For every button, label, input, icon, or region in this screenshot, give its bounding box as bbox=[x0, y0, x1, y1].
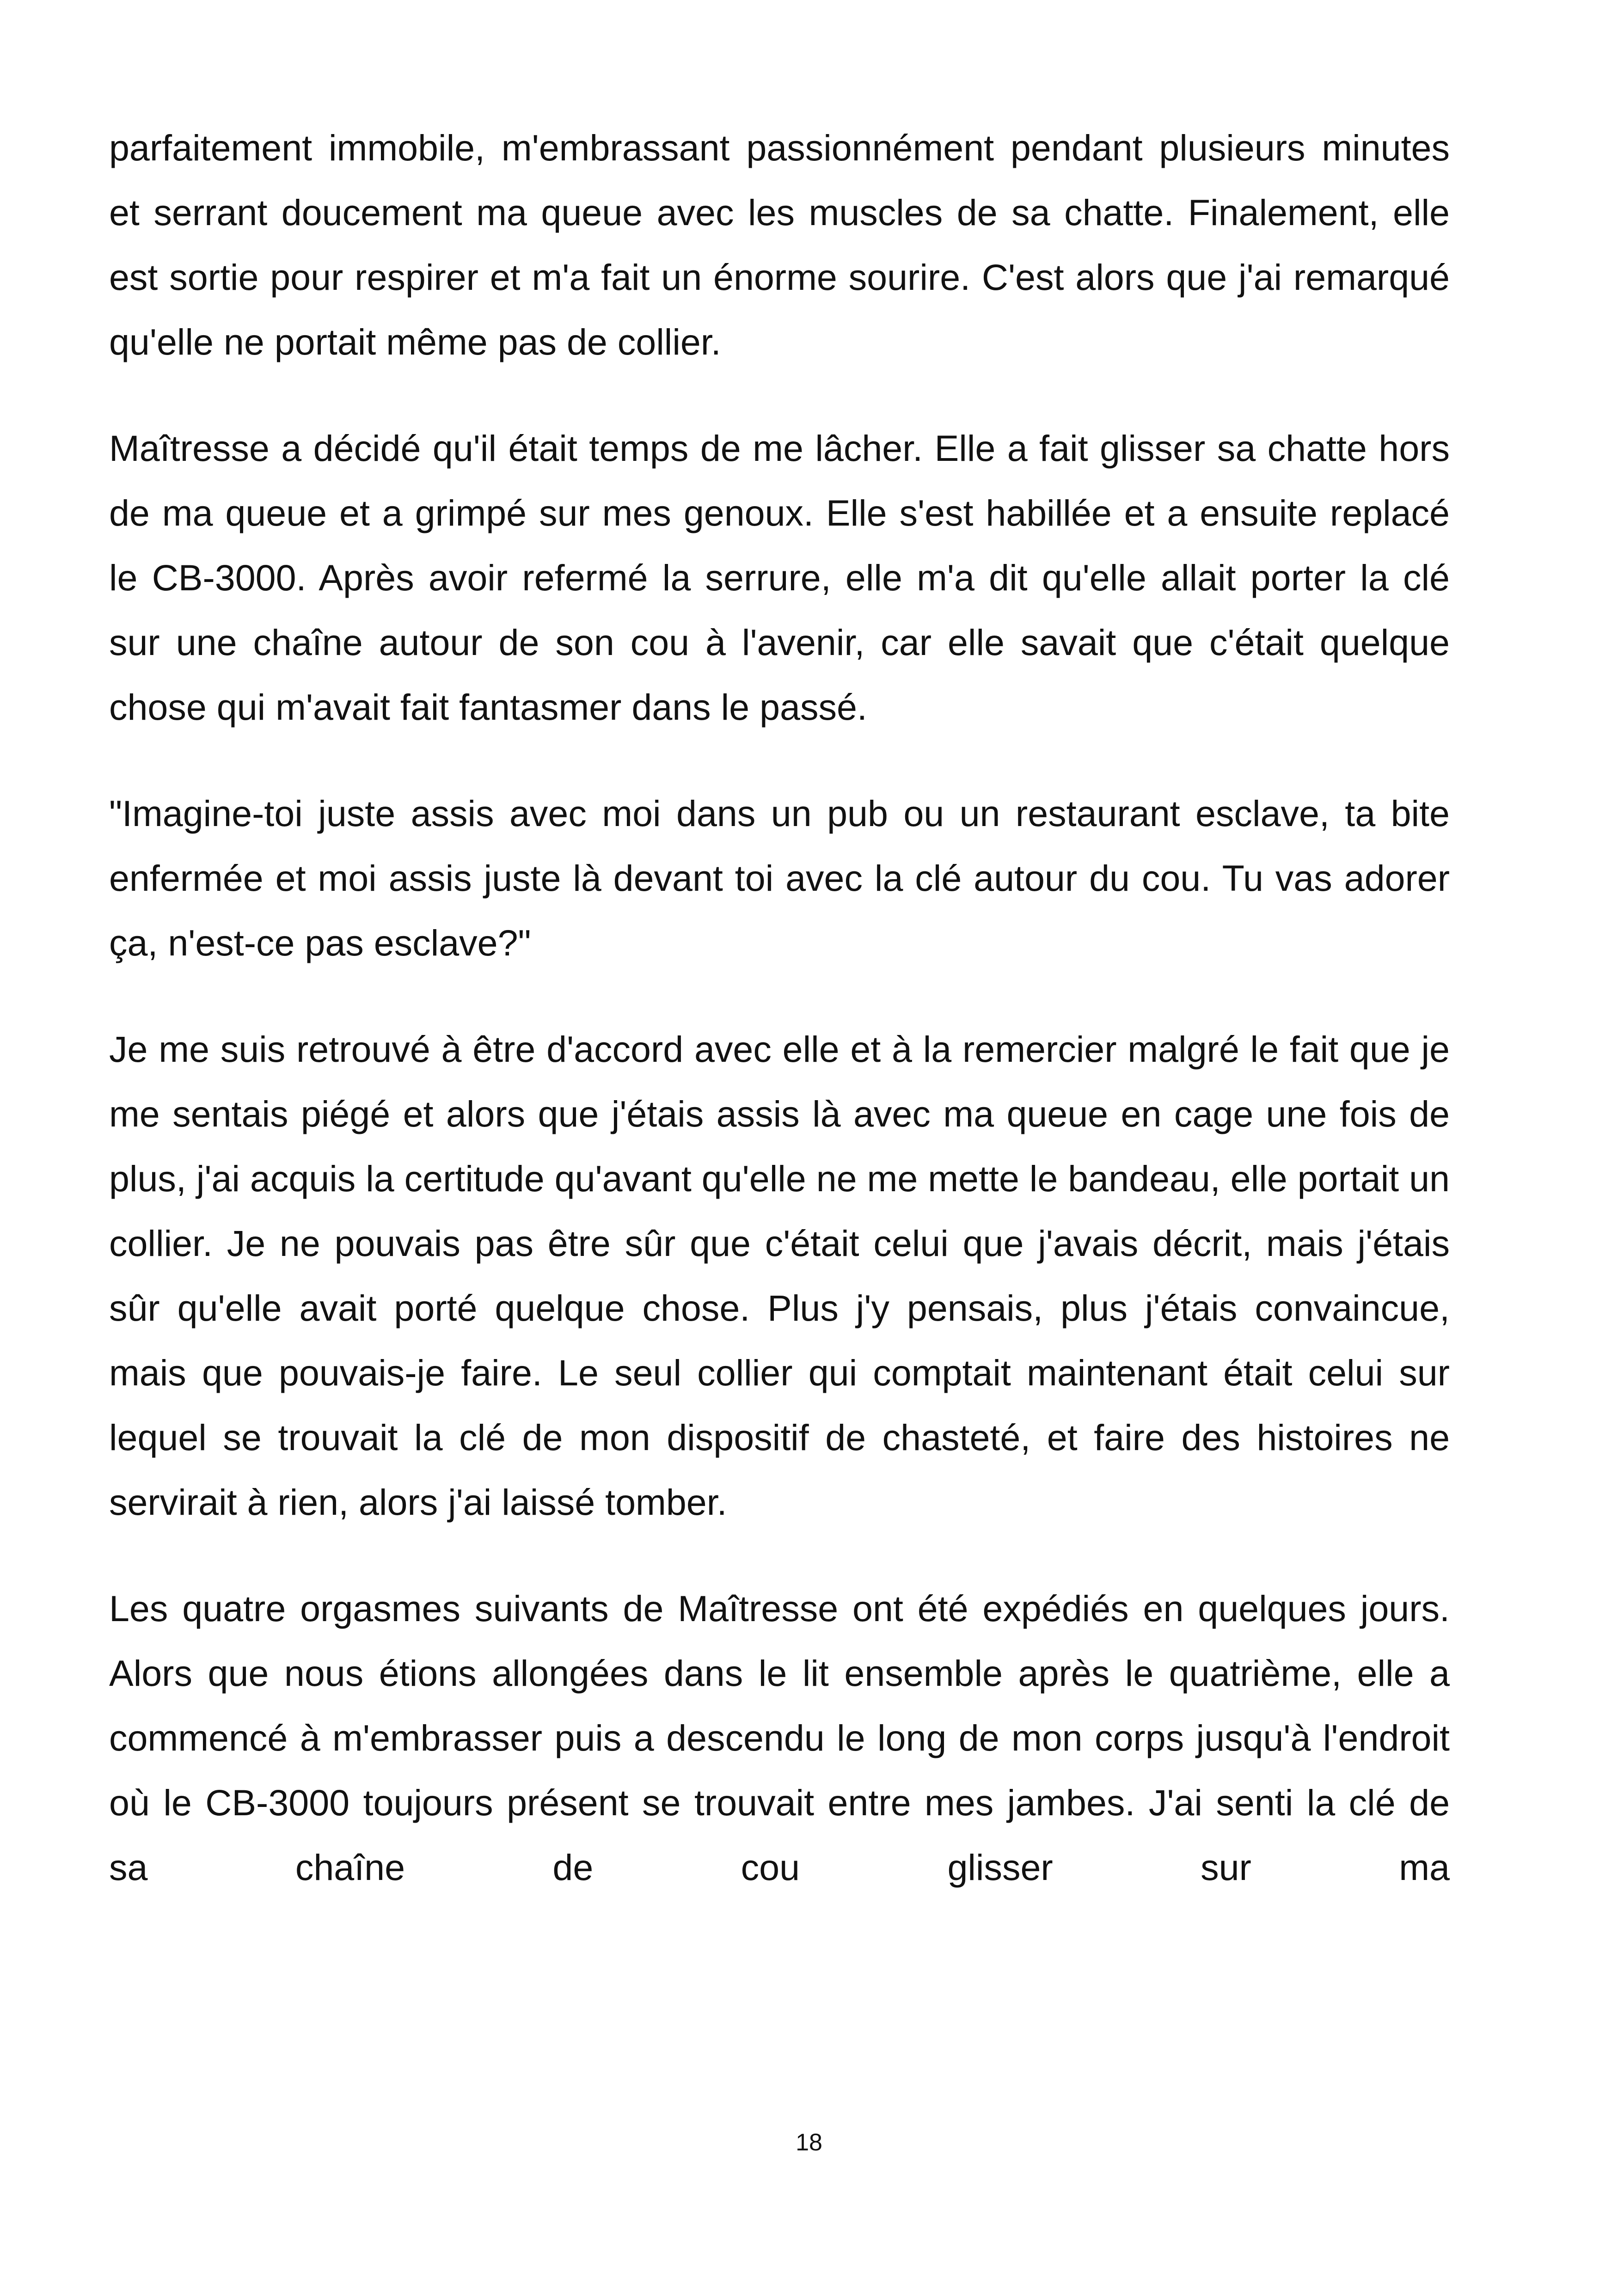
paragraph-5: Les quatre orgasmes suivants de Maîtresse ont été expédiés en quelques jours. Alors que nous étions allongées dans le lit ensemble après le quatrième, elle a commencé à m'embrasser puis a descendu le long de mon corps jusqu'à l'endroit où le CB-3000 toujours présent se trouvait entre mes jambes. J'ai senti la clé de sa chaîne de cou glisser sur ma bbox=[109, 1588, 1450, 1888]
paragraph-2: Maîtresse a décidé qu'il était temps de me lâcher. Elle a fait glisser sa chatte hors de ma queue et a grimpé sur mes genoux. Elle s'est habillée et a ensuite replacé le CB-3000. Après avoir refermé la serrure, elle m'a dit qu'elle allait porter la clé sur une chaîne autour de son cou à l'avenir, car elle savait que c'était quelque chose qui m'avait fait fantasmer dans le passé. bbox=[109, 428, 1450, 728]
paragraph-1: parfaitement immobile, m'embrassant passionnément pendant plusieurs minutes et serrant doucement ma queue avec les muscles de sa chatte. Finalement, elle est sortie pour respirer et m'a fait un énorme sourire. C'est alors que j'ai remarqué qu'elle ne portait même pas de collier. bbox=[109, 127, 1450, 362]
paragraph-3: "Imagine-toi juste assis avec moi dans un pub ou un restaurant esclave, ta bite enfermée et moi assis juste là devant toi avec la clé autour du cou. Tu vas adorer ça, n'est-ce pas esclave?" bbox=[109, 793, 1450, 963]
body-text bbox=[109, 116, 1450, 1941]
paragraph-4: Je me suis retrouvé à être d'accord avec elle et à la remercier malgré le fait que je me sentais piégé et alors que j'étais assis là avec ma queue en cage une fois de plus, j'ai acquis la certitude qu'avant qu'elle ne me mette le bandeau, elle portait un collier. Je ne pouvais pas être sûr que c'était celui que j'avais décrit, mais j'étais sûr qu'elle avait porté quelque chose. Plus j'y pensais, plus j'étais convaincue, mais que pouvais-je faire. Le seul collier qui comptait maintenant était celui sur lequel se trouvait la clé de mon dispositif de chasteté, et faire des histoires ne servirait à rien, alors j'ai laissé tomber. bbox=[109, 1029, 1450, 1523]
page-number: 18 bbox=[796, 2129, 822, 2156]
